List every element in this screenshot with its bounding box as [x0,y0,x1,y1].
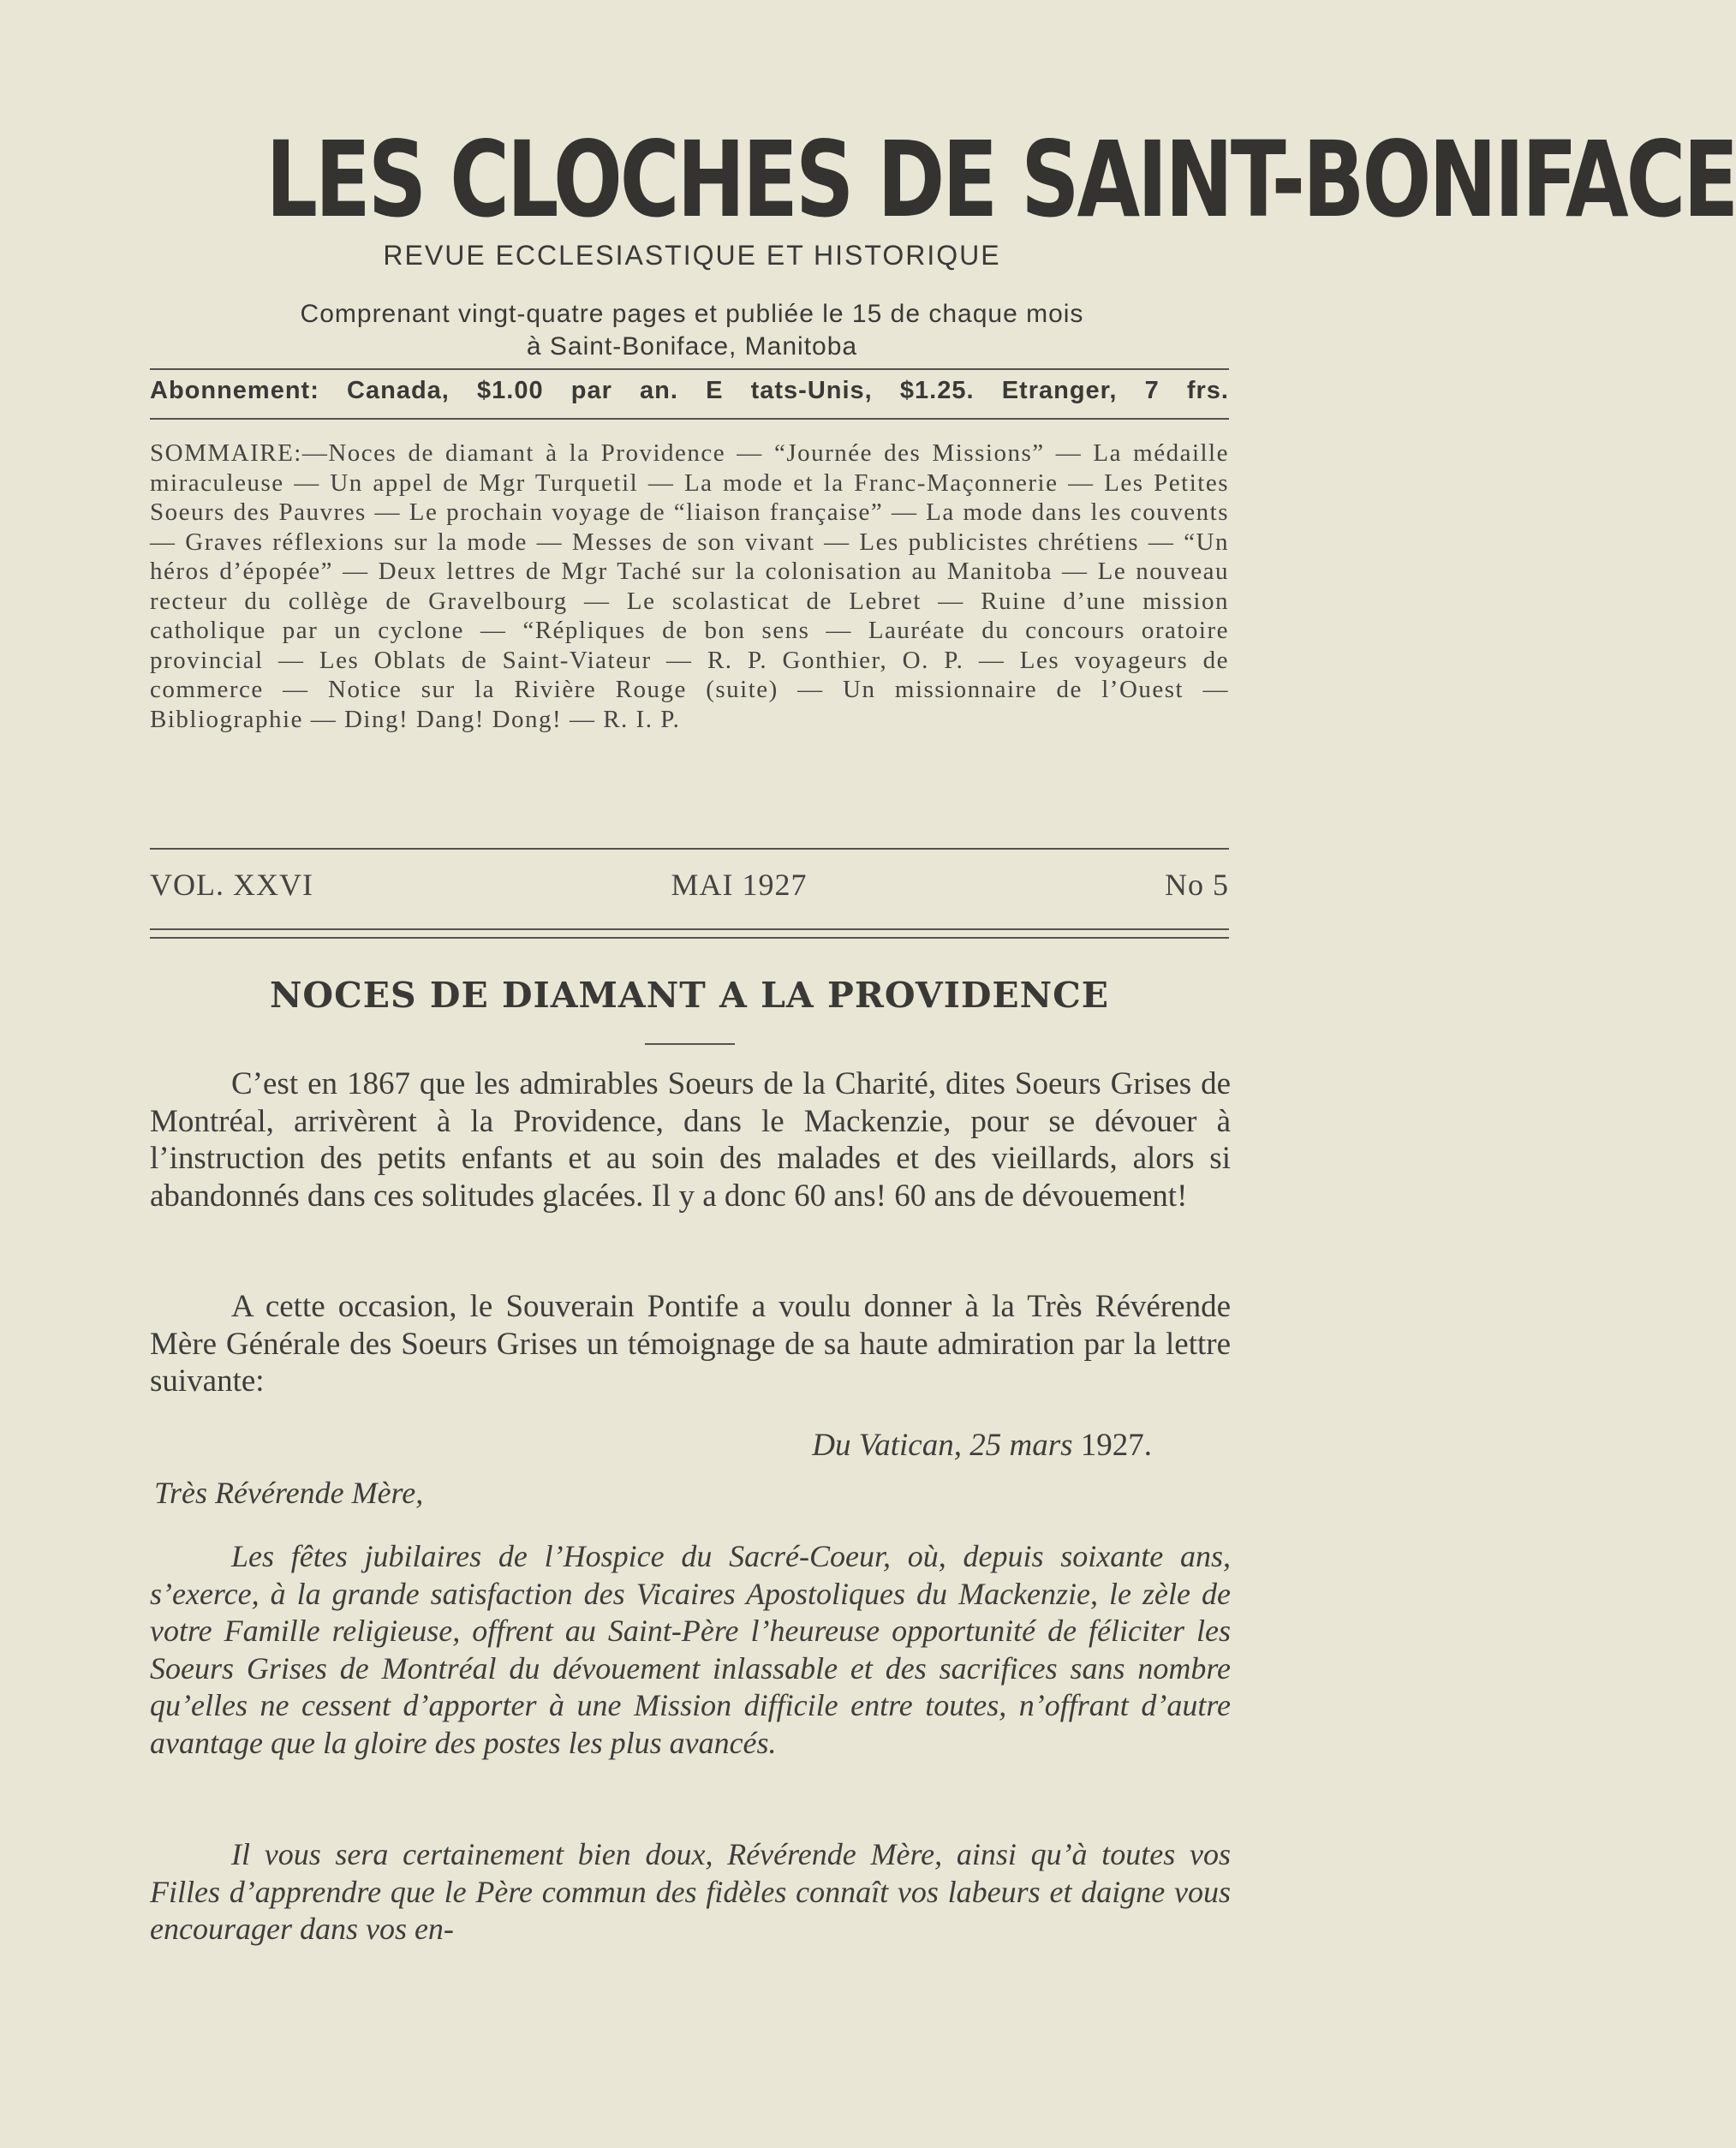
publication-description [146,298,1238,363]
description-line-1: Comprenant vingt-quatre pages et publiée le 15 de chaque mois [300,300,1084,328]
letter-dateline [150,1427,1152,1464]
letter-paragraph-2: Il vous sera certainement bien doux, Révérende Mère, ainsi qu’à toutes vos Filles d’apprendre que le Père commun des fidèles connaît vos labeurs et daigne vous encourager dans vos en- [150,1837,1231,1946]
contents-rule [150,848,1229,850]
volume-label: VOL. XXVI [150,868,313,902]
table-of-contents: SOMMAIRE:—Noces de diamant à la Providence — “Journée des Missions” — La médaille miraculeuse — Un appel de Mgr Turquetil — La mode et la Franc-Maçonnerie — Les Petites Soeurs des Pauvres — Le prochain voyage de “liaison française” — La mode dans les couvents — Graves réflexions sur la mode — Messes de son vivant — Les publicistes chrétiens — “Un héros d’épopée” — Deux lettres de Mgr Taché sur la colonisation au Manitoba — Le nouveau recteur du collège de Gravelbourg — Le scolasticat de Lebret — Ruine d’une mission catholique par un cyclone — “Répliques de bon sens — Lauréate du concours oratoire provincial — Les Oblats de Saint-Viateur — R. P. Gonthier, O. P. — Les voyageurs de commerce — Notice sur la Rivière Rouge (suite) — Un missionnaire de l’Ouest — Bibliographie — Ding! Dang! Dong! — R. I. P. [150,439,1229,733]
article-title: NOCES DE DIAMANT A LA PROVIDENCE [269,975,1110,1016]
letter-paragraph-1: Les fêtes jubilaires de l’Hospice du Sacré-Coeur, où, depuis soixante ans, s’exerce, à la grande satisfaction des Vicaires Apostoliques du Mackenzie, le zèle de votre Famille religieuse, offrent au Saint-Père l’heureuse opportunité de féliciter les Soeurs Grises de Montréal du dévouement inlassable et des sacrifices sans nombre qu’elles ne cessent d’apporter à une Mission difficile entre toutes, n’offrant d’autre avantage que la gloire des postes les plus avancés. [150,1539,1231,1760]
title-underline [645,1043,735,1045]
dateline-year: 1927. [1080,1428,1152,1463]
article-paragraph-1: C’est en 1867 que les admirables Soeurs de la Charité, dites Soeurs Grises de Montréal, arrivèrent à la Providence, dans le Mackenzie, pour se dévouer à l’instruction des petits enfants et au soin des malades et des vieillards, alors si abandonnés dans ces solitudes glacées. Il y a donc 60 ans! 60 ans de dévouement! [150,1066,1231,1214]
article-paragraph-2: A cette occasion, le Souverain Pontife a voulu donner à la Très Révérende Mère Générale des Soeurs Grises un témoignage de sa haute admiration par la lettre suivante: [150,1289,1231,1399]
masthead-subtitle: REVUE ECCLESIASTIQUE ET HISTORIQUE [383,240,1001,271]
issue-rule-top [150,928,1229,930]
header-rule-bottom [150,418,1229,420]
issue-date: MAI 1927 [671,868,808,902]
dateline-place: Du Vatican, 25 mars [812,1428,1073,1463]
letter-salutation: Très Révérende Mère, [154,1476,424,1510]
issue-info [150,867,1229,903]
issue-number: No 5 [1165,868,1229,902]
masthead-title: LES CLOCHES DE SAINT-BONIFACE [265,119,1736,241]
description-line-2: à Saint-Boniface, Manitoba [526,332,858,361]
subscription-line: Abonnement: Canada, $1.00 par an. E tats-Unis, $1.25. Etranger, 7 frs. [150,377,1229,404]
header-rule-top [150,368,1229,370]
issue-rule-bottom [150,937,1229,939]
